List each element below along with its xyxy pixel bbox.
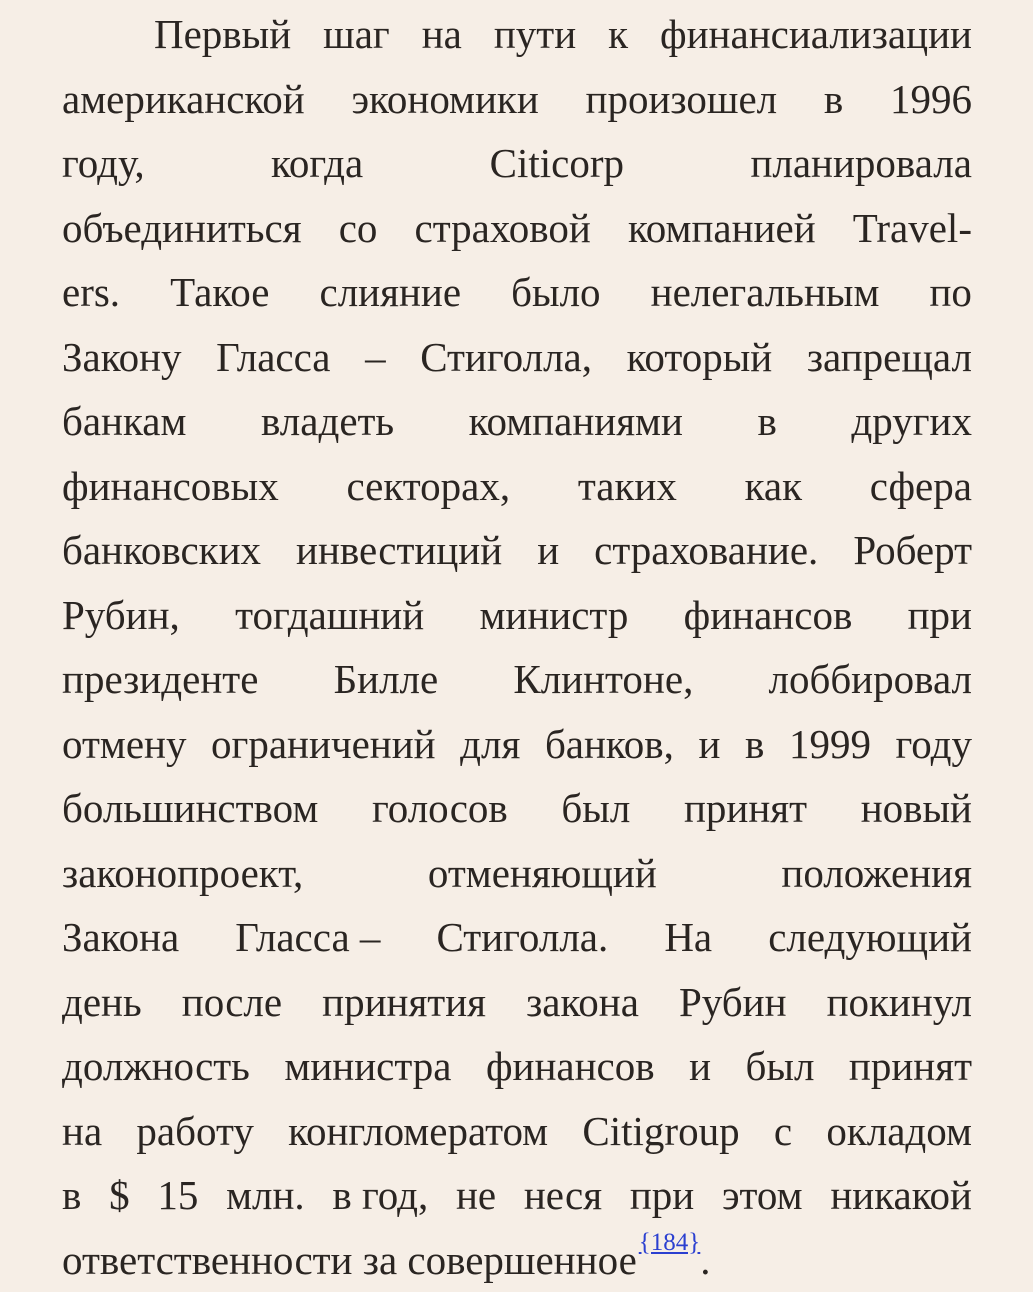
paragraph xyxy=(62,2,972,1292)
word: должность xyxy=(62,1034,250,1099)
word: Citigroup xyxy=(582,1099,739,1164)
word: году, xyxy=(62,131,145,196)
word: законопроект, xyxy=(62,841,303,906)
word: положения xyxy=(781,841,972,906)
paragraph-line xyxy=(62,2,972,67)
word: и xyxy=(537,518,559,583)
word: конгломератом xyxy=(288,1099,548,1164)
paragraph-line xyxy=(62,583,972,648)
word: и xyxy=(698,712,720,777)
word: произошел xyxy=(586,67,778,132)
word: сфера xyxy=(870,454,972,519)
word: для xyxy=(460,712,520,777)
word: компанией xyxy=(628,196,816,261)
paragraph-line xyxy=(62,196,972,261)
word: был xyxy=(746,1034,815,1099)
word: секторах, xyxy=(346,454,510,519)
word: других xyxy=(851,389,972,454)
word: не xyxy=(456,1163,496,1228)
word: ограничений xyxy=(211,712,436,777)
word: со xyxy=(339,196,378,261)
word: Билле xyxy=(334,647,439,712)
word: владеть xyxy=(261,389,394,454)
paragraph-line xyxy=(62,776,972,841)
word: инвестиций xyxy=(296,518,502,583)
word: день xyxy=(62,970,142,1035)
paragraph-line xyxy=(62,970,972,1035)
paragraph-line xyxy=(62,905,972,970)
word: банков, xyxy=(545,712,674,777)
word: банкам xyxy=(62,389,186,454)
word: при xyxy=(908,583,972,648)
word: году xyxy=(896,712,972,777)
paragraph-last-line xyxy=(62,1228,972,1292)
word: На xyxy=(664,905,712,970)
word: и xyxy=(689,1034,711,1099)
word: президенте xyxy=(62,647,258,712)
word: большинством xyxy=(62,776,318,841)
word: ers. xyxy=(62,260,120,325)
word: $ xyxy=(109,1163,130,1228)
word: в xyxy=(62,1163,81,1228)
word: в год, xyxy=(332,1163,428,1228)
paragraph-line xyxy=(62,454,972,519)
word: Такое xyxy=(170,260,269,325)
word: по xyxy=(929,260,971,325)
word: запрещал xyxy=(807,325,972,390)
word: на xyxy=(62,1099,102,1164)
word: 1996 xyxy=(890,67,972,132)
word: с xyxy=(774,1099,792,1164)
word: отменяющий xyxy=(428,841,657,906)
word: этом xyxy=(722,1163,803,1228)
word: после xyxy=(182,970,282,1035)
word: был xyxy=(561,776,630,841)
word: закона xyxy=(526,970,639,1035)
word: финансовых xyxy=(62,454,279,519)
word: принятия xyxy=(322,970,486,1035)
word: страхование. xyxy=(594,518,818,583)
word: Travel- xyxy=(853,196,972,261)
word: когда xyxy=(271,131,363,196)
word: компаниями xyxy=(469,389,683,454)
word: финансиализации xyxy=(660,2,972,67)
paragraph-line xyxy=(62,325,972,390)
word: Стиголла. xyxy=(436,905,608,970)
word: в xyxy=(824,67,843,132)
word: на xyxy=(422,2,462,67)
word: в xyxy=(757,389,776,454)
word: страховой xyxy=(415,196,591,261)
word: Стиголла, xyxy=(420,325,592,390)
word: следующий xyxy=(768,905,972,970)
word: слияние xyxy=(320,260,462,325)
word: голосов xyxy=(372,776,508,841)
word: было xyxy=(511,260,600,325)
word: – xyxy=(365,325,386,390)
word: тогдашний xyxy=(235,583,424,648)
word: банковских xyxy=(62,518,261,583)
word: планировала xyxy=(750,131,972,196)
paragraph-line xyxy=(62,841,972,906)
word: в xyxy=(745,712,764,777)
paragraph-line xyxy=(62,389,972,454)
word: 1999 xyxy=(789,712,871,777)
word: министра xyxy=(284,1034,451,1099)
word: финансов xyxy=(486,1034,655,1099)
last-line-period: . xyxy=(700,1228,710,1292)
word: пути xyxy=(494,2,576,67)
paragraph-line xyxy=(62,518,972,583)
word: Гласса – xyxy=(235,905,380,970)
word: отмену xyxy=(62,712,186,777)
word: шаг xyxy=(323,2,390,67)
word: нелегальным xyxy=(651,260,880,325)
word: 15 xyxy=(157,1163,198,1228)
last-line-text: ответственности за совершенное xyxy=(62,1228,637,1292)
word: млн. xyxy=(226,1163,305,1228)
word: Первый xyxy=(154,2,291,67)
word: Гласса xyxy=(216,325,330,390)
word: Citicorp xyxy=(490,131,624,196)
word: Закону xyxy=(62,325,182,390)
word: Рубин, xyxy=(62,583,180,648)
word: принят xyxy=(849,1034,972,1099)
word: при xyxy=(630,1163,694,1228)
word: лоббировал xyxy=(769,647,972,712)
word: финансов xyxy=(684,583,853,648)
paragraph-line xyxy=(62,1163,972,1228)
word: неся xyxy=(524,1163,602,1228)
footnote-link-184[interactable]: {184} xyxy=(639,1211,701,1276)
word: работу xyxy=(136,1099,253,1164)
paragraph-line xyxy=(62,1099,972,1164)
word: таких xyxy=(578,454,677,519)
word: Клинтоне, xyxy=(513,647,693,712)
word: министр xyxy=(479,583,628,648)
word: никакой xyxy=(830,1163,972,1228)
word: Роберт xyxy=(853,518,972,583)
word: к xyxy=(608,2,628,67)
word: который xyxy=(627,325,773,390)
word: принят xyxy=(684,776,807,841)
word: окладом xyxy=(826,1099,972,1164)
paragraph-line xyxy=(62,1034,972,1099)
paragraph-line xyxy=(62,131,972,196)
paragraph-line xyxy=(62,260,972,325)
word: покинул xyxy=(827,970,972,1035)
word: Рубин xyxy=(679,970,787,1035)
paragraph-line xyxy=(62,647,972,712)
word: новый xyxy=(861,776,972,841)
word: Закона xyxy=(62,905,179,970)
paragraph-line xyxy=(62,712,972,777)
paragraph-line xyxy=(62,67,972,132)
word: как xyxy=(745,454,802,519)
word: американской xyxy=(62,67,305,132)
word: экономики xyxy=(351,67,538,132)
word: объединиться xyxy=(62,196,302,261)
